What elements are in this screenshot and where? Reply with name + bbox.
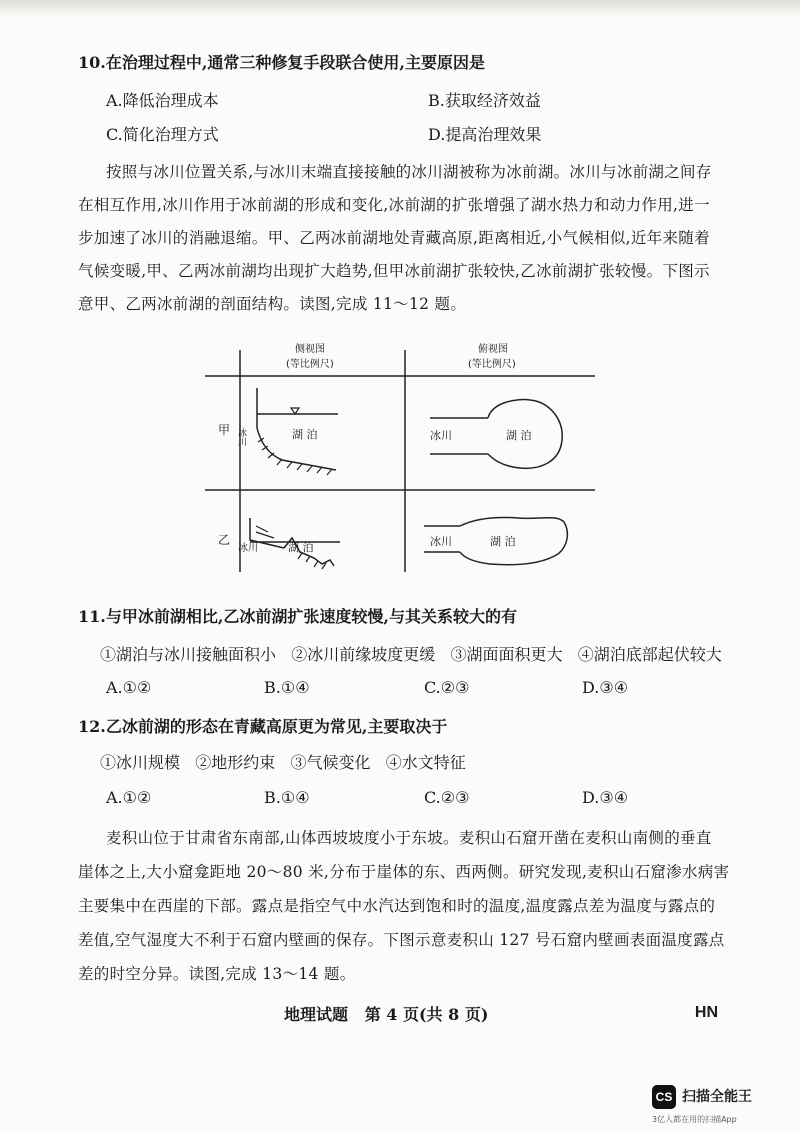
scanner-watermark xyxy=(652,1085,782,1127)
q10-stem: 10.在治理过程中,通常三种修复手段联合使用,主要原因是 xyxy=(78,53,485,72)
top-view-scale: (等比例尺) xyxy=(468,359,516,370)
passage1-line: 在相互作用,冰川作用于冰前湖的形成和变化,冰前湖的扩张增强了湖水热力和动力作用,进一 xyxy=(78,196,710,214)
q11-option-c: C.②③ xyxy=(424,678,470,697)
lake-profile-figure xyxy=(200,340,600,580)
q12-option-c: C.②③ xyxy=(424,788,470,807)
q11-stem: 11.与甲冰前湖相比,乙冰前湖扩张速度较慢,与其关系较大的有 xyxy=(78,607,517,626)
page-footer: 地理试题 第 4 页(共 8 页) xyxy=(284,1005,489,1024)
passage2-line: 差的时空分异。读图,完成 13～14 题。 xyxy=(78,965,356,983)
passage2-line: 主要集中在西崖的下部。露点是指空气中水汽达到饱和时的温度,温度露点差为温度与露点的 xyxy=(78,897,716,915)
yi-top-glacier-label: 冰川 xyxy=(430,535,452,548)
row-label-yi: 乙 xyxy=(218,533,231,547)
jia-side-lake-label: 湖 泊 xyxy=(292,428,318,441)
side-view-scale: (等比例尺) xyxy=(286,359,334,370)
q10-option-c: C.简化治理方式 xyxy=(106,125,219,144)
passage1-line: 步加速了冰川的消融退缩。甲、乙两冰前湖地处青藏高原,距离相近,小气候相似,近年来随着 xyxy=(78,229,710,247)
scanner-app-tagline: 3亿人都在用的扫描App xyxy=(652,1115,737,1124)
lake-profile-svg xyxy=(200,340,600,580)
jia-side-glacier-label: 冰川 xyxy=(236,428,246,446)
q11-option-d: D.③④ xyxy=(582,678,629,697)
q11-items: ①湖泊与冰川接触面积小 ②冰川前缘坡度更缓 ③湖面面积更大 ④湖泊底部起伏较大 xyxy=(100,645,722,664)
scanner-app-name: 扫描全能王 xyxy=(682,1089,752,1105)
water-level-marker-icon xyxy=(291,408,299,414)
jia-top-lake-label: 湖 泊 xyxy=(506,429,532,442)
q10-option-b: B.获取经济效益 xyxy=(428,91,541,110)
yi-top-lake-label: 湖 泊 xyxy=(490,535,516,548)
passage1-line: 按照与冰川位置关系,与冰川末端直接接触的冰川湖被称为冰前湖。冰川与冰前湖之间存 xyxy=(106,163,712,181)
jia-side-bed-hatching xyxy=(258,438,332,475)
yi-side-glacier-label: 冰川 xyxy=(238,543,258,554)
q10-option-a: A.降低治理成本 xyxy=(106,91,219,110)
row-label-jia: 甲 xyxy=(218,423,231,437)
passage2-line: 差值,空气湿度大不利于石窟内壁画的保存。下图示意麦积山 127 号石窟内壁画表面温度露点 xyxy=(78,931,725,949)
top-view-title: 俯视图 xyxy=(478,344,508,355)
q10-option-d: D.提高治理效果 xyxy=(428,125,542,144)
q12-option-b: B.①④ xyxy=(264,788,310,807)
q12-stem: 12.乙冰前湖的形态在青藏高原更为常见,主要取决于 xyxy=(78,717,448,736)
scan-top-edge xyxy=(0,0,800,18)
passage2-line: 麦积山位于甘肃省东南部,山体西坡坡度小于东坡。麦积山石窟开凿在麦积山南侧的垂直 xyxy=(106,829,712,847)
passage1-line: 气候变暖,甲、乙两冰前湖均出现扩大趋势,但甲冰前湖扩张较快,乙冰前湖扩张较慢。下图示 xyxy=(78,262,710,280)
q11-option-b: B.①④ xyxy=(264,678,310,697)
passage1-line: 意甲、乙两冰前湖的剖面结构。读图,完成 11～12 题。 xyxy=(78,295,467,313)
q11-option-a: A.①② xyxy=(106,678,152,697)
paper-region-code: HN xyxy=(694,1004,718,1021)
side-view-title: 侧视图 xyxy=(295,344,325,355)
q12-option-d: D.③④ xyxy=(582,788,629,807)
jia-top-glacier-label: 冰川 xyxy=(430,429,452,442)
yi-side-lake-label: 湖 泊 xyxy=(288,541,314,554)
scanner-logo-icon: CS xyxy=(652,1085,676,1109)
q12-option-a: A.①② xyxy=(106,788,152,807)
passage2-line: 崖体之上,大小窟龛距地 20～80 米,分布于崖体的东、西两侧。研究发现,麦积山石窟渗水病害 xyxy=(78,863,730,881)
q12-items: ①冰川规模 ②地形约束 ③气候变化 ④水文特征 xyxy=(100,753,466,772)
